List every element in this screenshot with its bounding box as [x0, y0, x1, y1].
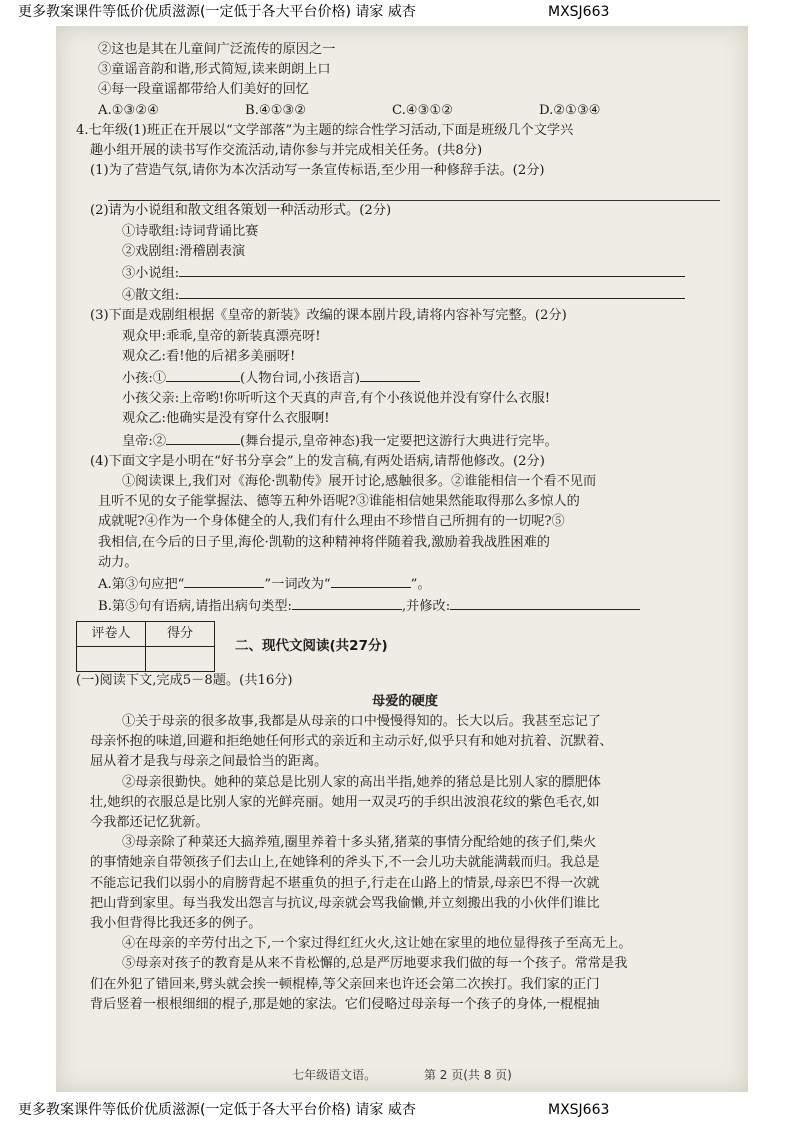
q4-part2-prompt: (2)请为小说组和散文组各策划一种活动形式。(2分): [90, 203, 392, 219]
score-header: 得分: [146, 621, 215, 646]
passage-line: 母亲怀抱的味道,回避和拒绝她任何形式的亲近和主动示好,似乎只有和她对抗着、沉默着、: [90, 734, 613, 750]
passage-line: 壮,她织的衣服总是比别人家的光鲜亮丽。她用一双灵巧的手织出波浪花纹的紫色毛衣,如: [90, 794, 600, 810]
speech-line-1: ①阅读课上,我们对《海伦·凯勒传》展开讨论,感触很多。②谁能相信一个看不见而: [122, 474, 597, 490]
speech-line-3: 成就呢?④作为一个身体健全的人,我们有什么理由不珍惜自己所拥有的一切呢?⑤: [98, 514, 565, 530]
grader-cell[interactable]: [77, 646, 146, 671]
fix-a-text-2: ”一词改为“: [264, 577, 331, 593]
section-title: 二、现代文阅读(共27分): [235, 638, 388, 655]
fix-a-text-1: A.第③句应把“: [98, 577, 185, 593]
reading-title: 母爱的硬度: [372, 693, 438, 709]
passage-line: 把山背到家里。每当我发出怨言与抗议,母亲就会骂我偷懒,并立刻搬出我的小伙伴们谁比: [90, 895, 600, 911]
slogan-answer-line[interactable]: [108, 181, 720, 201]
child-label: 小孩:①: [122, 371, 167, 387]
script-line-child: [90, 367, 720, 389]
passage-line: 我小但背得比我还多的例子。: [90, 915, 262, 931]
fix-a-blank-1[interactable]: [184, 573, 264, 588]
fix-b-blank-2[interactable]: [450, 595, 640, 610]
q3-option-4: ④每一段童谣都带给人们美好的回忆: [98, 82, 309, 98]
prose-group-label: ④散文组:: [122, 288, 180, 304]
banner-text: 更多教案课件等低价优质滋源(一定低于各大平台价格) 请家 威杏: [18, 4, 416, 20]
bottom-watermark-banner: [0, 1098, 794, 1122]
banner-code: MXSJ663: [548, 1102, 610, 1118]
novel-group-answer-line[interactable]: [179, 262, 685, 277]
passage-line: 不能忘记我们以弱小的肩膀背起不堪重负的担子,行走在山路上的情景,母亲巴不得一次就: [90, 875, 600, 891]
child-line-blank[interactable]: [166, 367, 240, 382]
q3-option-3: ③童谣音韵和谐,形式简短,读来朗朗上口: [98, 62, 331, 78]
fix-b-text-1: B.第⑤句有语病,请指出病句类型:: [98, 599, 292, 615]
passage-line: ①关于母亲的很多故事,我都是从母亲的口中慢慢得知的。长大以后。我甚至忘记了: [122, 713, 601, 729]
choice-d[interactable]: D.②①③④: [539, 102, 601, 118]
child-line-blank-2[interactable]: [360, 367, 420, 382]
section-header-row: [90, 621, 720, 671]
choice-c[interactable]: C.④③①②: [392, 102, 454, 118]
script-line-audience-b-2: 观众乙:他确实是没有穿什么衣服啊!: [122, 411, 330, 427]
passage-line: 背后竖着一根根细细的棍子,那是她的家法。它们侵略过母亲每一个孩子的身体,一棍棍抽: [90, 996, 600, 1012]
passage-line: 屈从着才是我与母亲之间最恰当的距离。: [90, 754, 328, 770]
emperor-label: 皇帝:②: [122, 433, 167, 449]
fix-b-text-2: ,并修改:: [401, 599, 451, 615]
passage-line: ④在母亲的辛劳付出之下,一个家过得红红火火,这让她在家里的地位显得孩子至高无上。: [122, 936, 632, 952]
fix-a-blank-2[interactable]: [331, 573, 411, 588]
emperor-blank[interactable]: [166, 430, 240, 445]
script-line-father: 小孩父亲:上帝哟!你听听这个天真的声音,有个小孩说他并没有穿什么衣服!: [122, 391, 551, 407]
fix-b-row: [90, 595, 720, 617]
footer-subject: 七年级语文语。: [292, 1068, 377, 1082]
banner-text: 更多教案课件等低价优质滋源(一定低于各大平台价格) 请家 威杏: [18, 1102, 416, 1118]
page-content: [76, 40, 720, 1015]
footer-page-number: 第 2 页(共 8 页): [423, 1068, 512, 1082]
banner-code: MXSJ663: [548, 4, 610, 20]
reading-passage: [90, 712, 720, 1015]
q4-part3-prompt: (3)下面是戏剧组根据《皇帝的新装》改编的课本剧片段,请将内容补写完整。(2分): [90, 308, 567, 324]
novel-group-label: ③小说组:: [122, 266, 180, 282]
top-watermark-banner: [0, 0, 794, 24]
q4-stem-line-1: 4.七年级(1)班正在开展以“文学部落”为主题的综合性学习活动,下面是班级几个文学兴: [76, 122, 574, 138]
script-line-audience-a: 观众甲:乖乖,皇帝的新装真漂亮呀!: [122, 328, 321, 344]
passage-line: ⑤母亲对孩子的教育是从来不肯松懈的,总是严厉地要求我们做的每一个孩子。常常是我: [122, 956, 628, 972]
score-table: [76, 621, 215, 672]
passage-line: ②母亲很勤快。她种的菜总是比别人家的高出半指,她养的猪总是比别人家的膘肥体: [122, 774, 601, 790]
speech-line-2: 且听不见的女子能掌握法、德等五种外语呢?③谁能相信她果然能取得那么多惊人的: [98, 494, 580, 510]
q3-option-2: ②这也是其在儿童间广泛流传的原因之一: [98, 42, 336, 57]
reading-intro: (一)阅读下文,完成5－8题。(共16分): [76, 673, 293, 689]
fix-a-row: [90, 573, 720, 595]
script-line-audience-b: 观众乙:看!他的后裙多美丽呀!: [122, 348, 296, 364]
speech-line-4: 我相信,在今后的日子里,海伦·凯勒的这种精神将伴随着我,激励着我战胜困难的: [98, 534, 550, 550]
choice-b[interactable]: B.④①③②: [245, 102, 307, 118]
page-footer: [56, 1066, 748, 1083]
q4-stem-line-2: 趣小组开展的读书写作交流活动,请你参与并完成相关任务。(共8分): [90, 143, 483, 159]
fix-a-text-3: ”。: [410, 577, 431, 593]
child-hint: (人物台词,小孩语言): [240, 371, 360, 387]
novel-group-row: [90, 262, 720, 284]
q4-part4-prompt: (4)下面文字是小明在“好书分享会”上的发言稿,有两处语病,请帮他修改。(2分): [90, 453, 545, 469]
fix-b-blank-1[interactable]: [292, 595, 402, 610]
passage-line: ③母亲除了种菜还大搞养殖,圈里养着十多头猪,猪菜的事情分配给她的孩子们,柴火: [122, 835, 597, 851]
score-cell[interactable]: [146, 646, 215, 671]
drama-group: ②戏剧组:滑稽剧表演: [122, 243, 246, 259]
exam-page: [56, 26, 748, 1092]
prose-group-answer-line[interactable]: [179, 284, 685, 299]
q4-part1-prompt: (1)为了营造气氛,请你为本次活动写一条宣传标语,至少用一种修辞手法。(2分): [90, 163, 545, 179]
choice-a[interactable]: A.①③②④: [98, 102, 160, 118]
emperor-rest: (舞台提示,皇帝神态)我一定要把这游行大典进行完毕。: [240, 433, 558, 449]
passage-line: 今我都还记忆犹新。: [90, 814, 209, 830]
script-line-emperor: [90, 430, 720, 452]
poetry-group: ①诗歌组:诗词背诵比赛: [122, 223, 259, 239]
q3-choices: [90, 101, 720, 121]
prose-group-row: [90, 284, 720, 306]
grader-header: 评卷人: [77, 621, 146, 646]
passage-line: 的事情她亲自带领孩子们去山上,在她锋利的斧头下,不一会儿功夫就能满载而归。我总是: [90, 855, 600, 871]
speech-line-5: 动力。: [98, 554, 138, 570]
passage-line: 们在外犯了错回来,劈头就会挨一顿棍棒,等父亲回来也许还会第二次挨打。我们家的正门: [90, 976, 600, 992]
